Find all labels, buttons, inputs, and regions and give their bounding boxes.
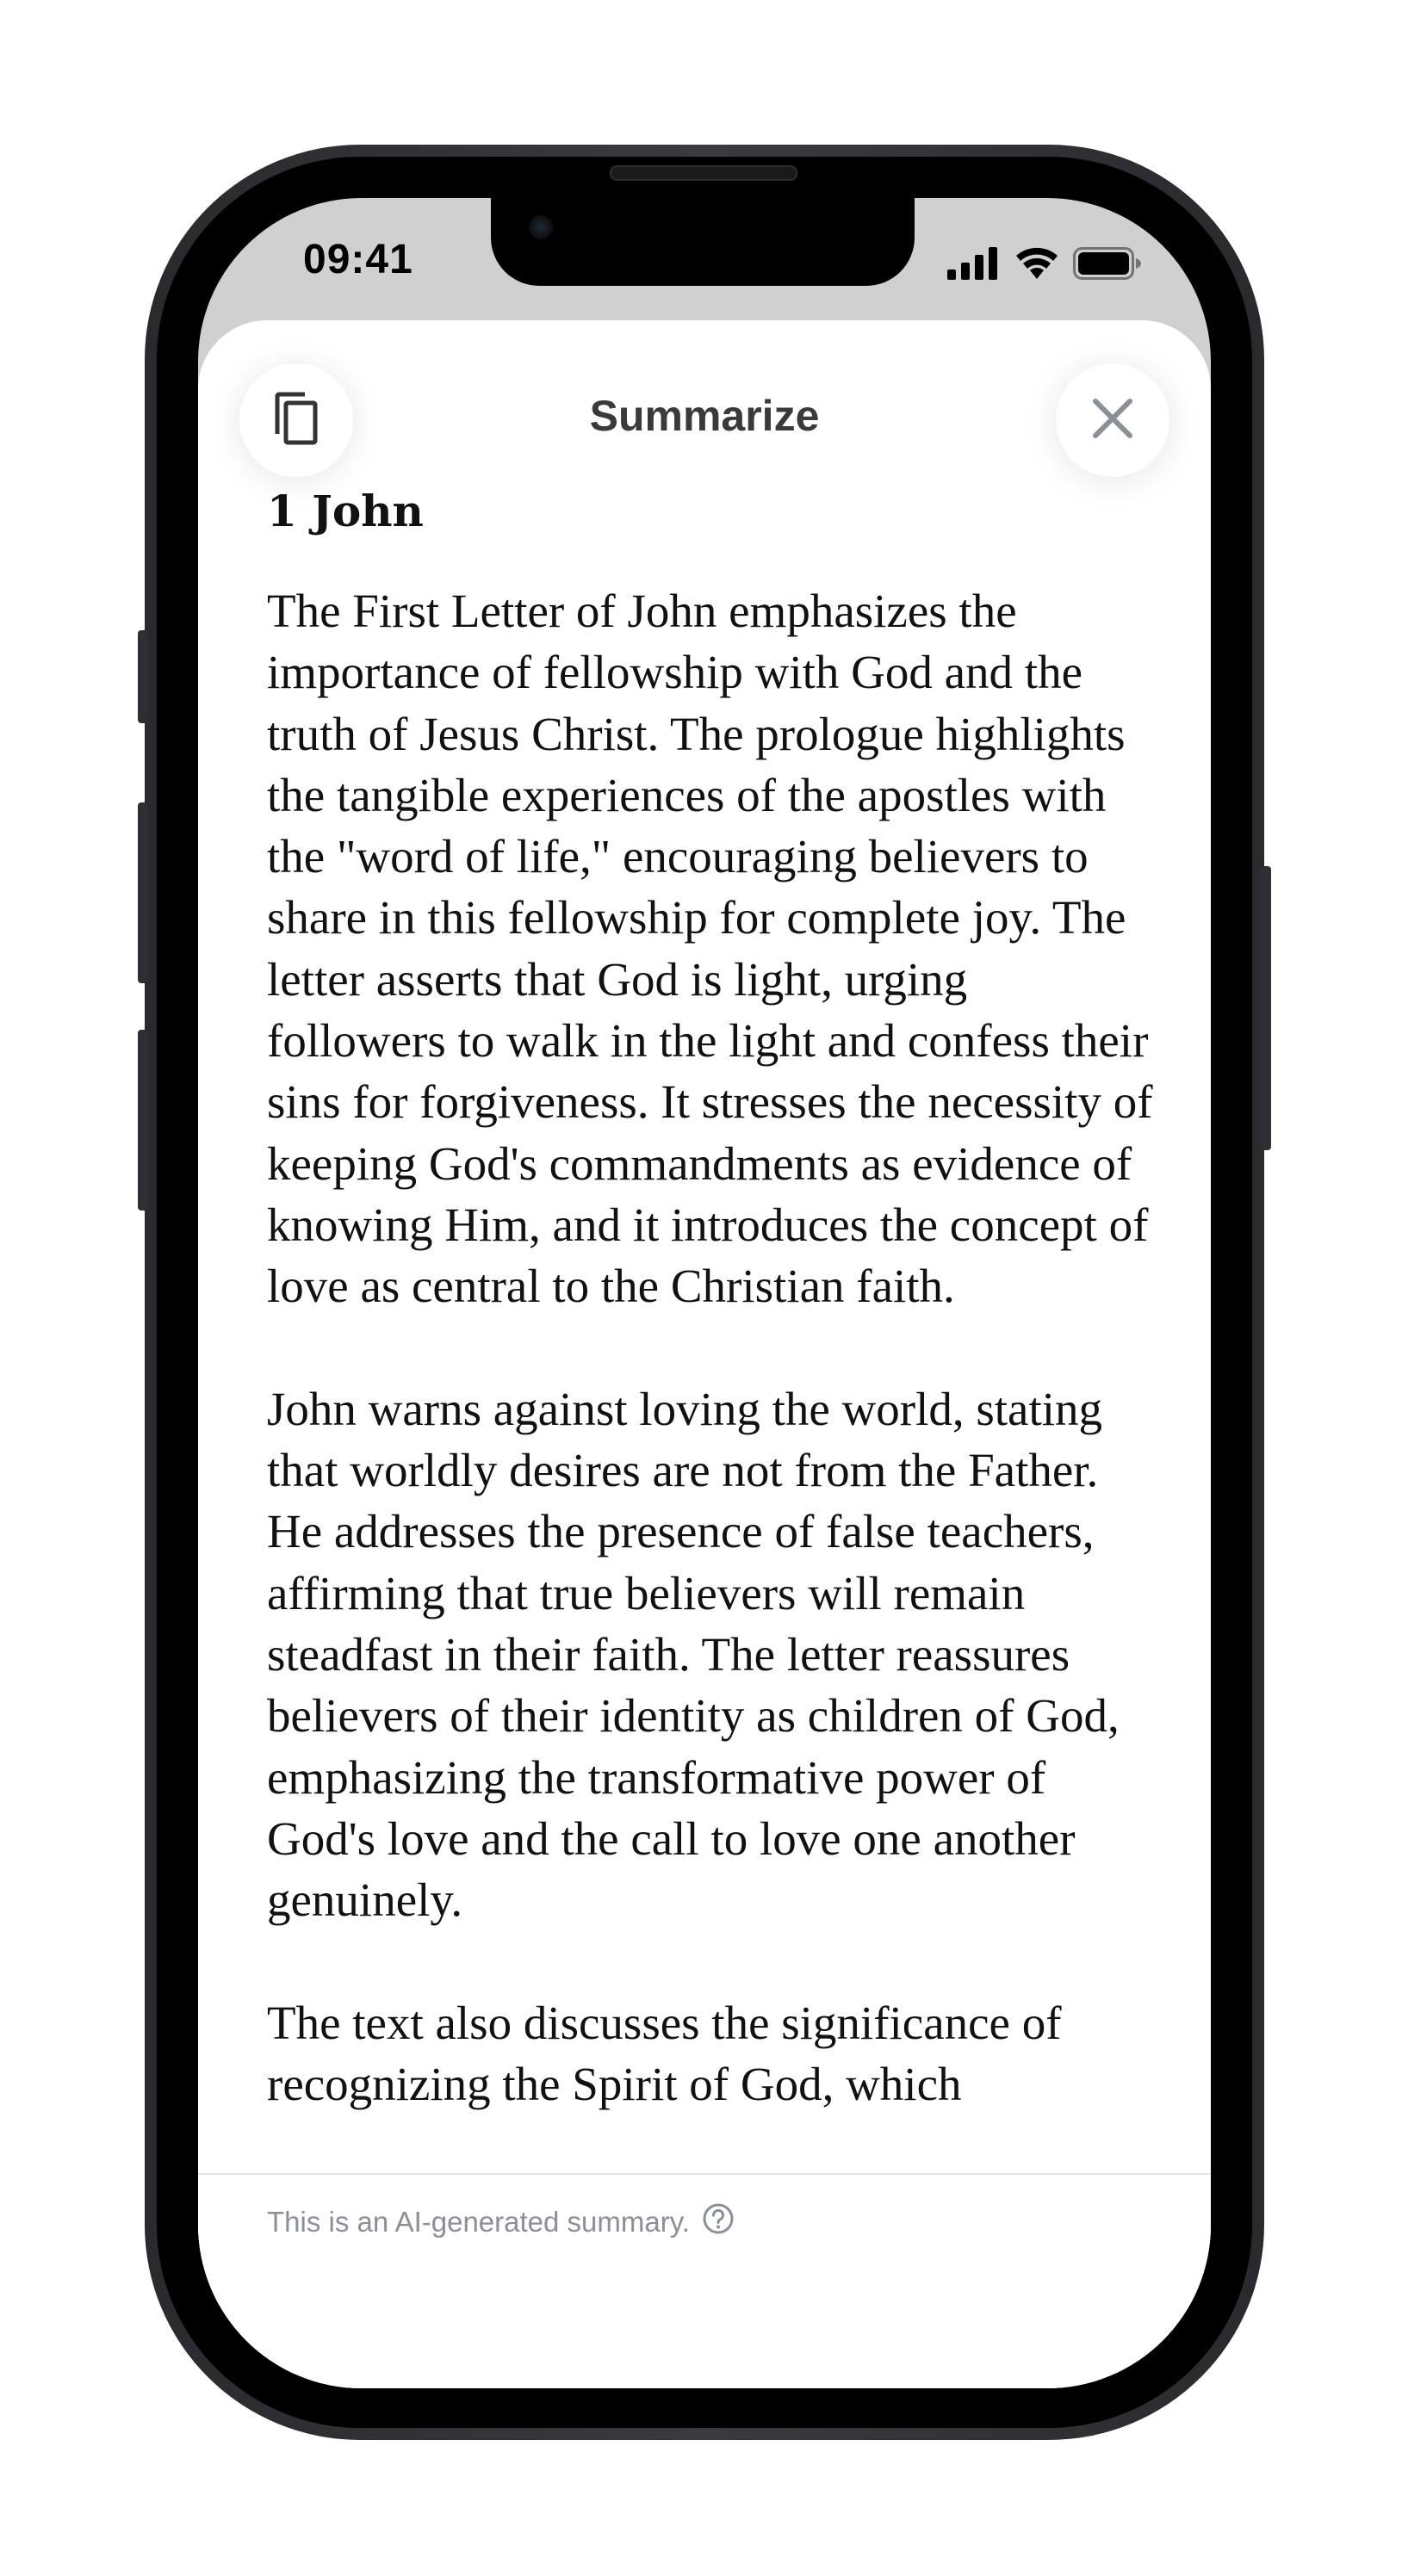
close-icon <box>1089 394 1137 447</box>
wifi-icon <box>1014 246 1059 285</box>
close-button[interactable] <box>1056 363 1169 477</box>
summary-sheet <box>198 320 1211 2388</box>
summary-paragraph: The First Letter of John emphasizes the importance of fellowship with God and the truth of Jesus Christ. The prologue highlights the tangible experiences of the apostles with the "word of life," encouraging believers to share in this fellowship for complete joy. The letter asserts that God is light, urging followers to walk in the light and confess their sins for forgiveness. It stresses the necessity of keeping God's commandments as evidence of knowing Him, and it introduces the concept of love as central to the Christian faith. <box>267 585 1153 1313</box>
footer <box>198 2173 1211 2388</box>
earpiece-speaker <box>610 165 797 181</box>
silent-switch <box>138 630 148 723</box>
summary-paragraph: The text also discusses the significance of recognizing the Spirit of God, which <box>267 1996 1062 2111</box>
screen <box>198 198 1211 2388</box>
ai-disclaimer <box>267 2202 735 2242</box>
power-button <box>1261 866 1271 1150</box>
help-circle-icon[interactable] <box>702 2202 735 2242</box>
sheet-title: Summarize <box>589 392 820 440</box>
notch <box>491 198 915 286</box>
summary-paragraph: John warns against loving the world, stating that worldly desires are not from the Father. He addresses the presence of false teachers, affirming that true believers will remain steadfast in their faith. The letter reassures believers of their identity as children of God, emphasizing the transformative power of God's love and the call to love one another genuinely. <box>267 1382 1120 1927</box>
disclaimer-text: This is an AI-generated summary. <box>267 2206 690 2238</box>
summary-text <box>267 580 1154 2170</box>
volume-up-button <box>138 802 148 983</box>
book-title: 1 John <box>267 486 424 536</box>
cellular-signal-icon <box>947 247 1001 284</box>
front-camera <box>529 215 553 239</box>
volume-down-button <box>138 1030 148 1211</box>
status-time: 09:41 <box>303 237 413 282</box>
status-icons <box>947 246 1142 285</box>
battery-icon <box>1073 247 1142 284</box>
